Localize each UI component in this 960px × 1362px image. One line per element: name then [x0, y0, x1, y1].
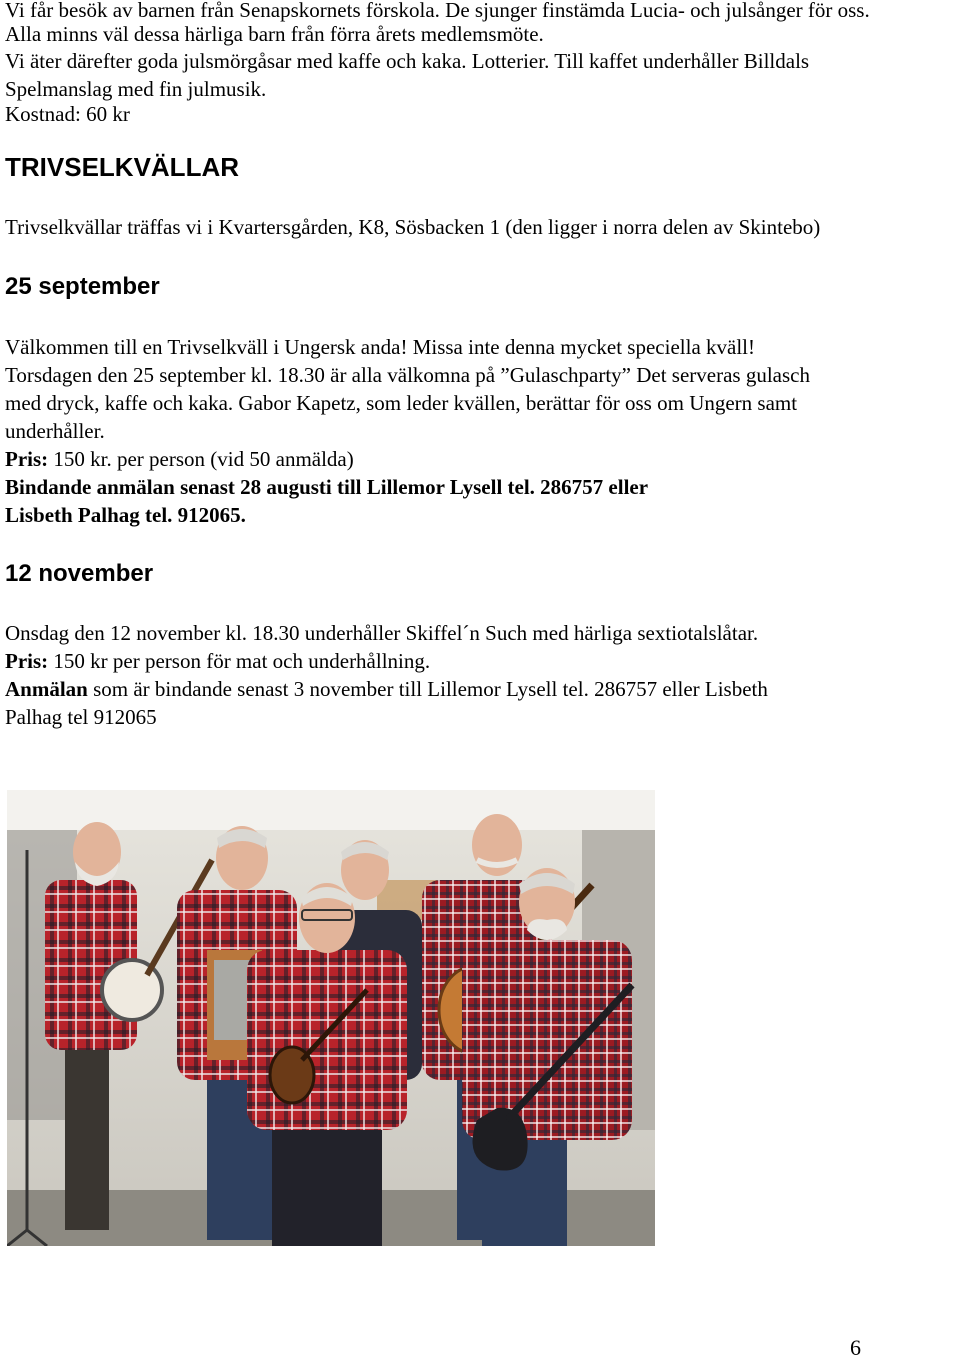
event2-price: [5, 647, 430, 676]
event1-price-label: Pris:: [5, 447, 49, 471]
event1-line-3: med dryck, kaffe och kaka. Gabor Kapetz, som leder kvällen, berättar för oss om Ungern samt: [5, 391, 798, 415]
event1-signup-line-1: [5, 473, 648, 502]
event2-signup-line-2: Palhag tel 912065: [5, 705, 157, 729]
intro-cost: Kostnad: 60 kr: [5, 102, 130, 126]
section-title: TRIVSELKVÄLLAR: [5, 152, 239, 182]
band-photo: [7, 790, 655, 1246]
event2-signup-label: Anmälan: [5, 677, 88, 701]
event2-line-1: Onsdag den 12 november kl. 18.30 underhåller Skiffel´n Such med härliga sextiotalslåtar.: [5, 621, 759, 645]
event2-date-heading: 12 november: [5, 560, 154, 587]
event1-date-heading: 25 september: [5, 273, 160, 300]
page-number: 6: [850, 1335, 861, 1360]
intro-line-4: Spelmanslag med fin julmusik.: [5, 77, 267, 101]
intro-line-1: Vi får besök av barnen från Senapskornets förskola. De sjunger finstämda Lucia- och julsånger för oss.: [5, 0, 870, 22]
event1-line-1: Välkommen till en Trivselkväll i Ungersk anda! Missa inte denna mycket speciella kväll!: [5, 335, 756, 359]
event1-price: [5, 445, 354, 474]
event1-signup-text-1: Bindande anmälan senast 28 augusti till Lillemor Lysell tel. 286757 eller: [5, 475, 649, 499]
section-intro: Trivselkvällar träffas vi i Kvartersgården, K8, Sösbacken 1 (den ligger i norra delen av Skintebo): [5, 215, 821, 239]
intro-line-3: Vi äter därefter goda julsmörgåsar med kaffe och kaka. Lotterier. Till kaffet underhåller Billdals: [5, 49, 810, 73]
event1-signup-text-2: Lisbeth Palhag tel. 912065.: [5, 503, 246, 527]
event2-signup-line-1: [5, 675, 768, 704]
event1-signup-line-2: [5, 501, 246, 530]
event1-line-2: Torsdagen den 25 september kl. 18.30 är alla välkomna på ”Gulaschparty” Det serveras gulasch: [5, 363, 810, 387]
event2-price-label: Pris:: [5, 649, 49, 673]
event2-price-text: 150 kr per person för mat och underhållning.: [48, 649, 431, 673]
event1-line-4: underhåller.: [5, 419, 105, 443]
event1-price-text: 150 kr. per person (vid 50 anmälda): [48, 447, 354, 471]
intro-line-2: Alla minns väl dessa härliga barn från förra årets medlemsmöte.: [5, 22, 544, 46]
event2-signup-text: som är bindande senast 3 november till Lillemor Lysell tel. 286757 eller Lisbeth: [87, 677, 768, 701]
